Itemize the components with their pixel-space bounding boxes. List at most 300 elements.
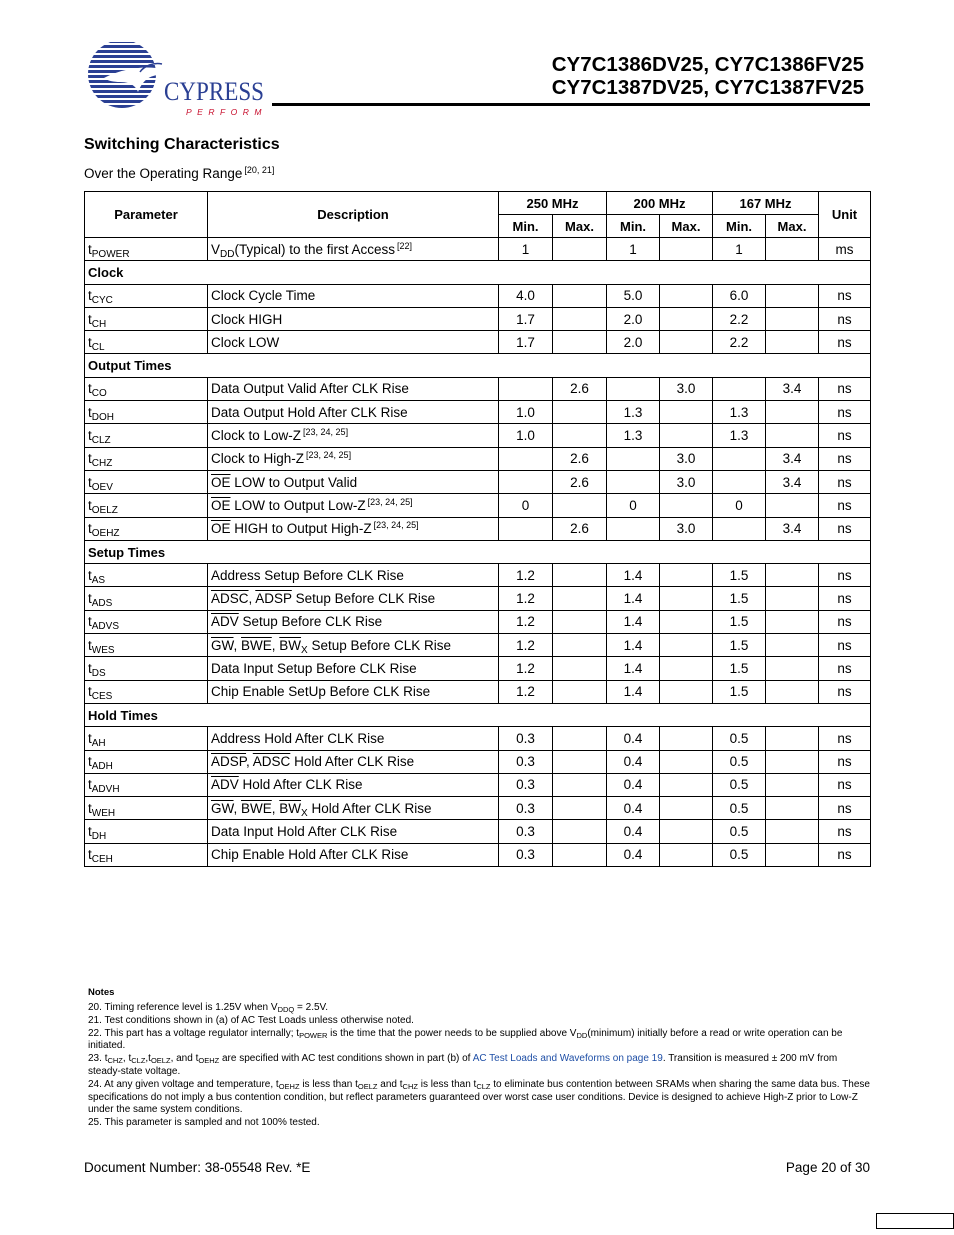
parameter-cell xyxy=(85,773,208,796)
parameter-cell xyxy=(85,680,208,703)
min-value-cell: 0.3 xyxy=(499,773,553,796)
unit-cell: ns xyxy=(819,727,871,750)
min-value-cell xyxy=(713,517,766,540)
parameter-cell xyxy=(85,470,208,493)
max-value-cell xyxy=(766,331,819,354)
min-value-cell: 1.5 xyxy=(713,610,766,633)
description-text: Setup Before CLK Rise xyxy=(307,637,452,653)
table-row xyxy=(85,727,871,750)
signal-name: $\overline{ADV}$ xyxy=(211,777,239,793)
notes-section xyxy=(88,987,870,1131)
header-max: Max. xyxy=(766,215,819,238)
note-subscript: OEHZ xyxy=(278,1082,300,1092)
description-cell xyxy=(208,750,499,773)
parameter-cell xyxy=(85,424,208,447)
max-value-cell: 3.0 xyxy=(660,517,713,540)
notes-list xyxy=(88,1002,870,1130)
description-text: Clock Cycle Time xyxy=(211,288,316,304)
parameter-subscript: OELZ xyxy=(91,504,118,516)
max-value-cell: 2.6 xyxy=(553,377,607,400)
note-fragment: (minimum) initially before a read or write operation can be initiated. xyxy=(88,1027,843,1052)
min-value-cell: 1.2 xyxy=(499,564,553,587)
note-fragment: t xyxy=(104,1053,108,1065)
min-value-cell: 1 xyxy=(713,238,766,261)
note-number: 23. xyxy=(88,1053,102,1065)
note-fragment: . Transition is measured ± 200 mV from steady-state voltage. xyxy=(88,1053,838,1078)
parameter-cell xyxy=(85,843,208,866)
max-value-cell xyxy=(660,843,713,866)
unit-cell: ns xyxy=(819,424,871,447)
description-text: Clock LOW xyxy=(211,334,280,350)
table-row xyxy=(85,447,871,470)
unit-cell: ns xyxy=(819,470,871,493)
min-value-cell: 1.2 xyxy=(499,634,553,657)
max-value-cell xyxy=(553,634,607,657)
min-value-cell: 1.4 xyxy=(607,587,660,610)
unit-cell: ns xyxy=(819,307,871,330)
parameter-subscript: OEHZ xyxy=(91,528,120,540)
note-subscript: CLZ xyxy=(476,1082,491,1092)
header-min: Min. xyxy=(713,215,766,238)
description-cell xyxy=(208,470,499,493)
description-text: Hold After CLK Rise xyxy=(290,754,415,770)
group-label: Clock xyxy=(85,261,871,284)
max-value-cell xyxy=(766,494,819,517)
signal-name: $\overline{OE}$ xyxy=(211,521,231,537)
unit-cell: ns xyxy=(819,401,871,424)
min-value-cell: 0.3 xyxy=(499,820,553,843)
parameter-subscript: DH xyxy=(91,831,107,843)
parameter-subscript: ADVH xyxy=(91,784,120,796)
description-cell xyxy=(208,820,499,843)
signal-name: $\overline{GW}$ xyxy=(211,637,234,653)
table-group-row xyxy=(85,354,871,377)
note-subscript: POWER xyxy=(299,1030,328,1040)
unit-cell: ns xyxy=(819,564,871,587)
parameter-subscript: ADVS xyxy=(91,621,119,633)
document-number: Document Number: 38-05548 Rev. *E xyxy=(84,1160,311,1175)
group-label: Output Times xyxy=(85,354,871,377)
max-value-cell xyxy=(553,773,607,796)
note-subscript: CLZ xyxy=(131,1056,146,1066)
parameter-symbol: t xyxy=(88,754,92,770)
note-fragment: is less than t xyxy=(299,1079,358,1091)
max-value-cell xyxy=(766,610,819,633)
min-value-cell: 1.4 xyxy=(607,657,660,680)
min-value-cell xyxy=(607,517,660,540)
note-fragment: This parameter is sampled and not 100% tested. xyxy=(104,1117,320,1129)
max-value-cell xyxy=(766,401,819,424)
max-value-cell xyxy=(660,424,713,447)
notes-title: Notes xyxy=(88,987,115,998)
table-row xyxy=(85,331,871,354)
note-number: 21. xyxy=(88,1014,102,1026)
parameter-cell xyxy=(85,610,208,633)
parameter-symbol: t xyxy=(88,567,92,583)
signal-subscript: X xyxy=(301,644,308,656)
min-value-cell: 0.5 xyxy=(713,727,766,750)
group-label: Setup Times xyxy=(85,540,871,563)
max-value-cell xyxy=(553,238,607,261)
table-row xyxy=(85,610,871,633)
description-text: Address Hold After CLK Rise xyxy=(211,730,385,746)
min-value-cell: 1.7 xyxy=(499,331,553,354)
description-cell xyxy=(208,331,499,354)
table-row xyxy=(85,238,871,261)
signal-name: $\overline{OE}$ xyxy=(211,474,231,490)
max-value-cell xyxy=(660,284,713,307)
parameter-cell xyxy=(85,331,208,354)
group-label: Hold Times xyxy=(85,703,871,726)
description-cell xyxy=(208,657,499,680)
table-row xyxy=(85,424,871,447)
min-value-cell: 4.0 xyxy=(499,284,553,307)
max-value-cell: 2.6 xyxy=(553,447,607,470)
description-cell xyxy=(208,494,499,517)
min-value-cell: 0.5 xyxy=(713,843,766,866)
description-text: LOW to Output Valid xyxy=(230,474,358,490)
signal-name: ADSC xyxy=(211,591,249,607)
min-value-cell: 1.0 xyxy=(499,424,553,447)
description-cell xyxy=(208,610,499,633)
description-cell xyxy=(208,517,499,540)
max-value-cell xyxy=(766,680,819,703)
description-text: Data Output Hold After CLK Rise xyxy=(211,404,408,420)
title-line-1: CY7C1386DV25, CY7C1386FV25 xyxy=(551,53,864,76)
table-row xyxy=(85,377,871,400)
max-value-cell xyxy=(553,843,607,866)
parameter-cell xyxy=(85,307,208,330)
note-number: 25. xyxy=(88,1117,102,1129)
table-body xyxy=(85,238,871,867)
title-line-2: CY7C1387DV25, CY7C1387FV25 xyxy=(551,76,864,99)
signal-name: ADSP xyxy=(211,754,247,770)
min-value-cell: 0.4 xyxy=(607,843,660,866)
max-value-cell xyxy=(660,680,713,703)
max-value-cell xyxy=(553,284,607,307)
min-value-cell xyxy=(607,377,660,400)
description-text: Setup Before CLK Rise xyxy=(238,614,383,630)
max-value-cell xyxy=(553,727,607,750)
min-value-cell xyxy=(713,377,766,400)
description-subscript: DD xyxy=(220,248,235,260)
max-value-cell xyxy=(553,657,607,680)
max-value-cell xyxy=(660,307,713,330)
description-text: Hold After CLK Rise xyxy=(238,777,363,793)
min-value-cell: 1.3 xyxy=(713,424,766,447)
max-value-cell xyxy=(766,307,819,330)
max-value-cell: 3.4 xyxy=(766,517,819,540)
separator: , xyxy=(233,800,242,816)
parameter-cell xyxy=(85,284,208,307)
description-text-after: (Typical) to the first Access xyxy=(234,241,396,257)
min-value-cell: 0.3 xyxy=(499,843,553,866)
max-value-cell xyxy=(766,727,819,750)
min-value-cell: 1.2 xyxy=(499,657,553,680)
parameter-subscript: ADS xyxy=(91,598,113,610)
min-value-cell: 0.4 xyxy=(607,820,660,843)
min-value-cell: 0.5 xyxy=(713,773,766,796)
min-value-cell: 1.5 xyxy=(713,587,766,610)
min-value-cell: 0.5 xyxy=(713,820,766,843)
parameter-symbol: t xyxy=(88,288,92,304)
signal-name: $\overline{ADV}$ xyxy=(211,614,239,630)
unit-cell: ns xyxy=(819,377,871,400)
parameter-cell xyxy=(85,494,208,517)
signal-name: $\overline{BWE}$ xyxy=(241,637,272,653)
max-value-cell xyxy=(660,564,713,587)
note-subscript: CHZ xyxy=(107,1056,123,1066)
parameter-cell xyxy=(85,377,208,400)
description-text: Address Setup Before CLK Rise xyxy=(211,567,404,583)
min-value-cell xyxy=(713,447,766,470)
min-value-cell: 1.2 xyxy=(499,610,553,633)
min-value-cell: 2.0 xyxy=(607,307,660,330)
note-text xyxy=(88,1028,870,1053)
note-fragment: , t xyxy=(122,1053,132,1065)
max-value-cell xyxy=(553,564,607,587)
min-value-cell: 2.0 xyxy=(607,331,660,354)
parameter-subscript: CO xyxy=(91,388,107,400)
table-group-row xyxy=(85,703,871,726)
operating-range-text: Over the Operating Range xyxy=(84,166,243,181)
min-value-cell xyxy=(499,447,553,470)
max-value-cell: 2.6 xyxy=(553,517,607,540)
description-cell xyxy=(208,424,499,447)
max-value-cell xyxy=(553,331,607,354)
header-parameter: Parameter xyxy=(85,192,208,238)
signal-name: $\overline{BW}$ xyxy=(279,637,302,653)
min-value-cell: 6.0 xyxy=(713,284,766,307)
note-fragment: is less than t xyxy=(417,1079,477,1091)
footnote-ref: [23, 24, 25] xyxy=(367,496,413,507)
parameter-symbol: t xyxy=(88,497,92,513)
parameter-subscript: CEH xyxy=(91,854,113,866)
min-value-cell xyxy=(499,517,553,540)
note-number: 20. xyxy=(88,1001,102,1013)
description-text: LOW to Output Low-Z xyxy=(230,497,366,513)
parameter-symbol: t xyxy=(88,451,92,467)
max-value-cell xyxy=(766,634,819,657)
min-value-cell: 1.0 xyxy=(499,401,553,424)
min-value-cell: 2.2 xyxy=(713,307,766,330)
separator: , xyxy=(233,637,242,653)
signal-name: ADSC xyxy=(252,754,291,770)
unit-cell: ns xyxy=(819,494,871,517)
max-value-cell: 3.0 xyxy=(660,447,713,470)
max-value-cell xyxy=(660,773,713,796)
document-title xyxy=(552,53,864,99)
max-value-cell xyxy=(553,797,607,820)
signal-name: $\overline{BW}$ xyxy=(279,800,302,816)
note-text xyxy=(88,1117,320,1130)
parameter-symbol: t xyxy=(88,800,92,816)
operating-range-line xyxy=(84,166,274,181)
note-fragment: to eliminate bus contention between SRAMs when sharing the same data bus. These specifications do not imply a bus contention condition, but reflect parameters guaranteed over worst case user conditions. Device is designed to achieve High-Z prior to Low-Z under the same system conditions. xyxy=(88,1079,870,1116)
max-value-cell xyxy=(553,587,607,610)
max-value-cell xyxy=(660,587,713,610)
table-row xyxy=(85,657,871,680)
max-value-cell xyxy=(766,820,819,843)
min-value-cell: 0.5 xyxy=(713,797,766,820)
parameter-cell xyxy=(85,820,208,843)
max-value-cell xyxy=(660,634,713,657)
description-text: Clock to Low-Z xyxy=(211,428,302,444)
min-value-cell: 1 xyxy=(499,238,553,261)
parameter-symbol: t xyxy=(88,404,92,420)
parameter-symbol: t xyxy=(88,847,92,863)
parameter-symbol: t xyxy=(88,730,92,746)
description-cell xyxy=(208,307,499,330)
max-value-cell xyxy=(766,797,819,820)
max-value-cell xyxy=(660,401,713,424)
note-item xyxy=(88,1117,870,1130)
max-value-cell xyxy=(660,797,713,820)
header-description: Description xyxy=(208,192,499,238)
table-row xyxy=(85,820,871,843)
footnote-ref: [23, 24, 25] xyxy=(306,450,352,461)
description-cell xyxy=(208,727,499,750)
table-row xyxy=(85,517,871,540)
min-value-cell: 0.4 xyxy=(607,750,660,773)
parameter-subscript: CH xyxy=(91,318,107,330)
min-value-cell: 0.3 xyxy=(499,797,553,820)
operating-range-refs: [20, 21] xyxy=(244,165,275,175)
max-value-cell xyxy=(766,238,819,261)
description-cell xyxy=(208,843,499,866)
min-value-cell xyxy=(607,447,660,470)
max-value-cell xyxy=(660,494,713,517)
parameter-subscript: WEH xyxy=(91,807,116,819)
min-value-cell: 1.2 xyxy=(499,587,553,610)
header-max: Max. xyxy=(660,215,713,238)
table-row xyxy=(85,634,871,657)
max-value-cell xyxy=(766,284,819,307)
min-value-cell xyxy=(607,470,660,493)
max-value-cell: 3.4 xyxy=(766,447,819,470)
table-group-row xyxy=(85,540,871,563)
unit-cell: ns xyxy=(819,331,871,354)
min-value-cell: 1.4 xyxy=(607,680,660,703)
description-cell xyxy=(208,447,499,470)
min-value-cell xyxy=(499,377,553,400)
header-min: Min. xyxy=(499,215,553,238)
description-text: Clock HIGH xyxy=(211,311,283,327)
note-link[interactable]: AC Test Loads and Waveforms on page 19 xyxy=(472,1053,663,1065)
unit-cell: ns xyxy=(819,797,871,820)
unit-cell: ns xyxy=(819,284,871,307)
min-value-cell: 0 xyxy=(713,494,766,517)
parameter-subscript: CHZ xyxy=(91,458,113,470)
logo-wordmark: CYPRESS xyxy=(164,77,264,106)
note-subscript: OELZ xyxy=(150,1056,171,1066)
min-value-cell: 0.4 xyxy=(607,727,660,750)
min-value-cell: 0.5 xyxy=(713,750,766,773)
header-unit: Unit xyxy=(819,192,871,238)
unit-cell: ns xyxy=(819,634,871,657)
max-value-cell xyxy=(553,610,607,633)
min-value-cell: 1.2 xyxy=(499,680,553,703)
unit-cell: ns xyxy=(819,657,871,680)
parameter-symbol: t xyxy=(88,381,92,397)
note-item xyxy=(88,1079,870,1117)
max-value-cell xyxy=(660,657,713,680)
table-row xyxy=(85,587,871,610)
header-freq-250: 250 MHz xyxy=(499,192,607,215)
footnote-ref: [22] xyxy=(397,240,413,251)
parameter-subscript: WES xyxy=(91,644,115,656)
note-fragment: and t xyxy=(377,1079,403,1091)
unit-cell: ns xyxy=(819,447,871,470)
parameter-symbol: t xyxy=(88,637,92,653)
max-value-cell xyxy=(553,424,607,447)
parameter-cell xyxy=(85,727,208,750)
min-value-cell xyxy=(499,470,553,493)
unit-cell: ms xyxy=(819,238,871,261)
max-value-cell xyxy=(660,610,713,633)
max-value-cell xyxy=(553,307,607,330)
max-value-cell xyxy=(766,843,819,866)
parameter-symbol: t xyxy=(88,824,92,840)
min-value-cell: 1.3 xyxy=(713,401,766,424)
table-row xyxy=(85,773,871,796)
parameter-symbol: t xyxy=(88,334,92,350)
feedback-box[interactable] xyxy=(876,1213,954,1229)
unit-cell: ns xyxy=(819,820,871,843)
description-text: Chip Enable Hold After CLK Rise xyxy=(211,847,409,863)
note-fragment: At any given voltage and temperature, t xyxy=(104,1079,279,1091)
parameter-subscript: CYC xyxy=(91,295,113,307)
min-value-cell: 1.5 xyxy=(713,634,766,657)
note-item xyxy=(88,1002,870,1015)
note-fragment: This part has a voltage regulator internally; t xyxy=(104,1027,300,1039)
min-value-cell: 1.5 xyxy=(713,657,766,680)
min-value-cell: 1.4 xyxy=(607,634,660,657)
max-value-cell xyxy=(660,238,713,261)
unit-cell: ns xyxy=(819,750,871,773)
min-value-cell: 0.3 xyxy=(499,750,553,773)
max-value-cell xyxy=(660,820,713,843)
table-row xyxy=(85,797,871,820)
min-value-cell: 1.4 xyxy=(607,610,660,633)
header-rule xyxy=(272,103,870,106)
max-value-cell xyxy=(553,820,607,843)
unit-cell: ns xyxy=(819,610,871,633)
footnote-ref: [23, 24, 25] xyxy=(373,520,419,531)
max-value-cell xyxy=(553,401,607,424)
parameter-subscript: POWER xyxy=(91,248,130,260)
description-cell xyxy=(208,238,499,261)
description-cell xyxy=(208,564,499,587)
note-subscript: OELZ xyxy=(357,1082,378,1092)
note-text xyxy=(88,1079,870,1117)
note-item xyxy=(88,1028,870,1053)
min-value-cell: 1.5 xyxy=(713,564,766,587)
description-text: Hold After CLK Rise xyxy=(307,800,432,816)
parameter-cell xyxy=(85,797,208,820)
parameter-symbol: t xyxy=(88,241,92,257)
parameter-cell xyxy=(85,401,208,424)
separator: , xyxy=(246,754,253,770)
parameter-subscript: DOH xyxy=(91,411,114,423)
min-value-cell: 5.0 xyxy=(607,284,660,307)
description-text: Chip Enable SetUp Before CLK Rise xyxy=(211,684,431,700)
page-number: Page 20 of 30 xyxy=(785,1160,870,1175)
separator: , xyxy=(271,637,280,653)
unit-cell: ns xyxy=(819,773,871,796)
description-cell xyxy=(208,680,499,703)
parameter-cell xyxy=(85,634,208,657)
